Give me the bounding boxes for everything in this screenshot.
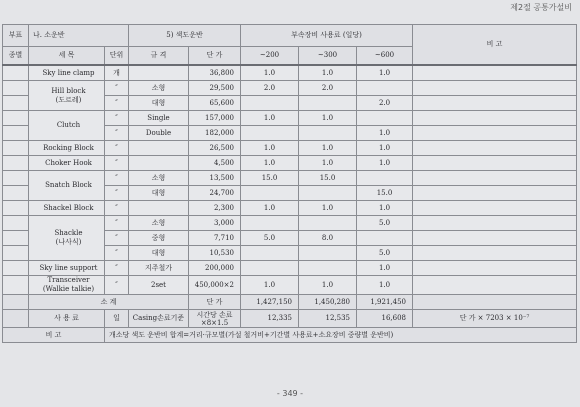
price-cell: 450,000×2 — [189, 276, 241, 295]
spec-cell: 2set — [129, 276, 189, 295]
qty-600-cell: 1.0 — [357, 276, 413, 295]
table-row — [3, 81, 577, 96]
kind-cell — [3, 96, 29, 111]
qty-200-cell — [241, 246, 299, 261]
price-cell: 4,500 — [189, 156, 241, 171]
spec-cell — [129, 156, 189, 171]
unit-cell: ″ — [105, 246, 129, 261]
kind-cell — [3, 276, 29, 295]
spec-cell: 대형 — [129, 186, 189, 201]
remark-cell — [413, 111, 577, 126]
title-sub: 5) 색도운반 — [129, 25, 241, 47]
remark-cell — [413, 126, 577, 141]
qty-200-cell: 5.0 — [241, 231, 299, 246]
kind-cell — [3, 81, 29, 96]
qty-300-cell: 1.0 — [299, 156, 357, 171]
price-cell: 29,500 — [189, 81, 241, 96]
unit-cell: ″ — [105, 96, 129, 111]
spec-cell: 소형 — [129, 81, 189, 96]
qty-300-cell: 1.0 — [299, 201, 357, 216]
col-unit: 단위 — [105, 47, 129, 66]
spec-cell: 중형 — [129, 231, 189, 246]
remark-cell — [413, 186, 577, 201]
qty-200-cell: 1.0 — [241, 111, 299, 126]
kind-cell — [3, 141, 29, 156]
qty-300-cell — [299, 126, 357, 141]
usage-unit: 일 — [105, 310, 129, 328]
price-cell: 13,500 — [189, 171, 241, 186]
remark-cell — [413, 156, 577, 171]
kind-cell — [3, 186, 29, 201]
item-name: Hill block (도르레) — [29, 81, 105, 111]
qty-600-cell: 1.0 — [357, 126, 413, 141]
kind-cell — [3, 201, 29, 216]
table-row — [3, 171, 577, 186]
qty-200-cell — [241, 126, 299, 141]
remarks-header: 비 고 — [413, 25, 577, 66]
usage-spec: Casing손료기준 — [129, 310, 189, 328]
qty-600-cell: 15.0 — [357, 186, 413, 201]
unit-cell: ″ — [105, 276, 129, 295]
remark-cell — [413, 216, 577, 231]
qty-600-cell: 5.0 — [357, 246, 413, 261]
usage-200: 12,335 — [241, 310, 299, 328]
qty-200-cell: 1.0 — [241, 276, 299, 295]
qty-600-cell: 1.0 — [357, 261, 413, 276]
usage-remark: 단 가 × 7203 × 10⁻⁷ — [413, 310, 577, 328]
kind-cell — [3, 231, 29, 246]
usage-300: 12,535 — [299, 310, 357, 328]
note-row — [3, 328, 577, 343]
table-row — [3, 111, 577, 126]
table-title-row — [3, 25, 577, 47]
qty-200-cell: 2.0 — [241, 81, 299, 96]
item-name: Shackle (나사식) — [29, 216, 105, 261]
remark-cell — [413, 141, 577, 156]
unit-cell: ″ — [105, 216, 129, 231]
qty-300-cell: 1.0 — [299, 141, 357, 156]
spec-cell — [129, 65, 189, 81]
unit-cell: ″ — [105, 156, 129, 171]
qty-300-cell — [299, 216, 357, 231]
unit-cell: ″ — [105, 126, 129, 141]
price-cell: 10,530 — [189, 246, 241, 261]
price-cell: 200,000 — [189, 261, 241, 276]
remark-cell — [413, 201, 577, 216]
section-header: 제2절 공통가설비 — [510, 3, 572, 12]
price-cell: 7,710 — [189, 231, 241, 246]
qty-200-cell — [241, 96, 299, 111]
qty-200-cell — [241, 261, 299, 276]
col-item: 세 목 — [29, 47, 105, 66]
table-row — [3, 65, 577, 81]
note-label: 비 고 — [3, 328, 105, 343]
usage-600: 16,608 — [357, 310, 413, 328]
qty-200-cell: 15.0 — [241, 171, 299, 186]
note-text: 개소당 색도 운반비 합계=거리·규모별(가설 철거비+기간별 사용료+소요장비 중량별 운반비) — [105, 328, 577, 343]
qty-600-cell: 1.0 — [357, 65, 413, 81]
qty-300-cell: 1.0 — [299, 276, 357, 295]
qty-600-cell: 1.0 — [357, 141, 413, 156]
spec-cell: 소형 — [129, 216, 189, 231]
remark-cell — [413, 171, 577, 186]
subtotal-row — [3, 295, 577, 310]
remark-cell — [413, 246, 577, 261]
spec-cell: 소형 — [129, 171, 189, 186]
table-row — [3, 216, 577, 231]
unit-cell: ″ — [105, 171, 129, 186]
qty-300-cell: 2.0 — [299, 81, 357, 96]
spec-cell — [129, 201, 189, 216]
table-row — [3, 201, 577, 216]
table-row — [3, 276, 577, 295]
title-main: 나. 소운반 — [29, 25, 129, 47]
remark-cell — [413, 81, 577, 96]
item-name: Transceiver (Walkie talkie) — [29, 276, 105, 295]
spec-cell: 대형 — [129, 246, 189, 261]
usage-label: 사 용 료 — [29, 310, 105, 328]
price-cell: 36,800 — [189, 65, 241, 81]
qty-200-cell: 1.0 — [241, 141, 299, 156]
col-price: 단 가 — [189, 47, 241, 66]
spec-cell — [129, 141, 189, 156]
qty-300-cell: 1.0 — [299, 111, 357, 126]
qty-600-cell: 1.0 — [357, 201, 413, 216]
qty-300-cell — [299, 261, 357, 276]
unit-cell: 개 — [105, 65, 129, 81]
unit-cell: ″ — [105, 201, 129, 216]
spec-cell: Double — [129, 126, 189, 141]
spec-cell: Single — [129, 111, 189, 126]
unit-cell: ″ — [105, 186, 129, 201]
subtotal-200: 1,427,150 — [241, 295, 299, 310]
qty-600-cell: 5.0 — [357, 216, 413, 231]
equipment-usage-table — [2, 24, 577, 343]
qty-200-cell: 1.0 — [241, 156, 299, 171]
qty-200-cell: 1.0 — [241, 201, 299, 216]
qty-200-cell: 1.0 — [241, 65, 299, 81]
price-cell: 2,300 — [189, 201, 241, 216]
subtotal-price-label: 단 가 — [189, 295, 241, 310]
col-200: ~200 — [241, 47, 299, 66]
item-name: Clutch — [29, 111, 105, 141]
item-name: Rocking Block — [29, 141, 105, 156]
title-col-label: 부표 — [3, 25, 29, 47]
subtotal-600: 1,921,450 — [357, 295, 413, 310]
item-name: Shackel Block — [29, 201, 105, 216]
kind-cell — [3, 111, 29, 126]
remark-cell — [413, 96, 577, 111]
kind-cell — [3, 171, 29, 186]
kind-cell — [3, 65, 29, 81]
price-cell: 24,700 — [189, 186, 241, 201]
col-600: ~600 — [357, 47, 413, 66]
table-row — [3, 141, 577, 156]
qty-200-cell — [241, 186, 299, 201]
price-cell: 65,600 — [189, 96, 241, 111]
qty-300-cell — [299, 246, 357, 261]
qty-600-cell: 2.0 — [357, 96, 413, 111]
qty-300-cell: 8.0 — [299, 231, 357, 246]
qty-300-cell — [299, 96, 357, 111]
kind-cell — [3, 261, 29, 276]
kind-cell — [3, 126, 29, 141]
remark-cell — [413, 65, 577, 81]
table-row — [3, 156, 577, 171]
usage-calc: 시간당 손료 ×8×1.5 — [189, 310, 241, 328]
usage-row — [3, 310, 577, 328]
usage-group-header: 부속장비 사용료 (일당) — [241, 25, 413, 47]
qty-600-cell — [357, 231, 413, 246]
unit-cell: ″ — [105, 231, 129, 246]
qty-300-cell — [299, 186, 357, 201]
qty-600-cell — [357, 111, 413, 126]
table-body — [3, 65, 577, 295]
unit-cell: ″ — [105, 111, 129, 126]
remark-cell — [413, 276, 577, 295]
page-number: - 349 - — [276, 389, 304, 398]
qty-300-cell: 15.0 — [299, 171, 357, 186]
kind-cell — [3, 246, 29, 261]
price-cell: 26,500 — [189, 141, 241, 156]
remark-cell — [413, 261, 577, 276]
item-name: Sky line support — [29, 261, 105, 276]
unit-cell: ″ — [105, 81, 129, 96]
subtotal-300: 1,450,280 — [299, 295, 357, 310]
qty-600-cell: 1.0 — [357, 156, 413, 171]
kind-cell — [3, 216, 29, 231]
kind-cell — [3, 156, 29, 171]
qty-600-cell — [357, 171, 413, 186]
spec-cell: 지주철가 — [129, 261, 189, 276]
spec-cell: 대형 — [129, 96, 189, 111]
qty-600-cell — [357, 81, 413, 96]
price-cell: 3,000 — [189, 216, 241, 231]
table-row — [3, 261, 577, 276]
remark-cell — [413, 231, 577, 246]
qty-200-cell — [241, 216, 299, 231]
item-name: Sky line clamp — [29, 65, 105, 81]
price-cell: 182,000 — [189, 126, 241, 141]
subtotal-label: 소 계 — [29, 295, 189, 310]
col-300: ~300 — [299, 47, 357, 66]
unit-cell: ″ — [105, 261, 129, 276]
price-cell: 157,000 — [189, 111, 241, 126]
col-kind: 종별 — [3, 47, 29, 66]
item-name: Choker Hook — [29, 156, 105, 171]
unit-cell: ″ — [105, 141, 129, 156]
item-name: Snatch Block — [29, 171, 105, 201]
col-spec: 규 격 — [129, 47, 189, 66]
qty-300-cell: 1.0 — [299, 65, 357, 81]
